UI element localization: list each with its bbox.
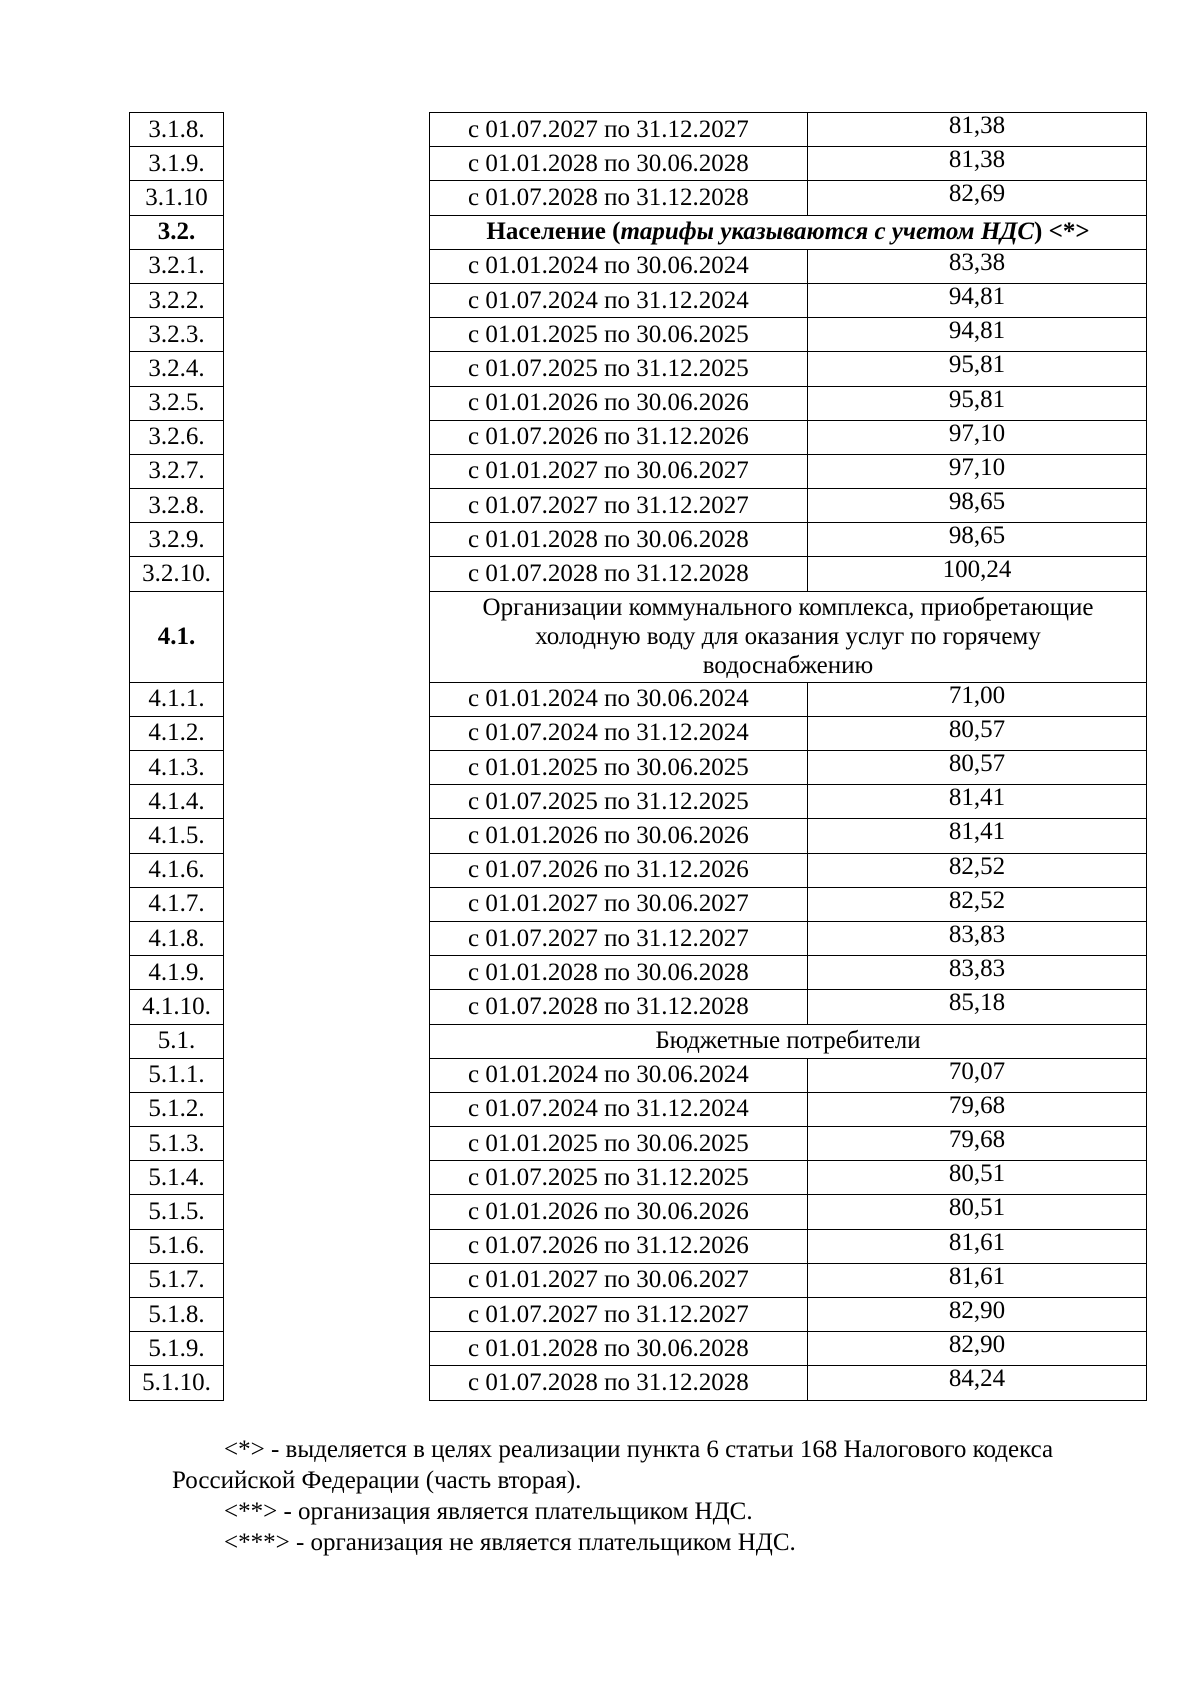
row-number: 5.1.5. (130, 1195, 224, 1229)
row-number: 3.2.4. (130, 352, 224, 386)
period-cell: с 01.01.2028 по 30.06.2028 (430, 956, 808, 990)
period-cell: с 01.01.2026 по 30.06.2026 (430, 386, 808, 420)
tariff-value-cell: 81,38 (808, 113, 1147, 147)
row-number: 5.1. (130, 1024, 224, 1058)
section-title (430, 1024, 1147, 1058)
organization-cell (224, 215, 430, 249)
organization-cell (224, 1058, 430, 1092)
organization-cell (224, 352, 430, 386)
table-row (130, 1195, 1147, 1229)
table-row (130, 557, 1147, 591)
period-cell: с 01.01.2025 по 30.06.2025 (430, 751, 808, 785)
organization-cell (224, 853, 430, 887)
organization-cell (224, 1298, 430, 1332)
period-cell: с 01.01.2024 по 30.06.2024 (430, 1058, 808, 1092)
organization-cell (224, 1127, 430, 1161)
period-cell: с 01.07.2027 по 31.12.2027 (430, 113, 808, 147)
tariff-value-cell: 80,57 (808, 751, 1147, 785)
period-cell: с 01.01.2024 по 30.06.2024 (430, 249, 808, 283)
organization-cell (224, 1332, 430, 1366)
row-number: 3.2. (130, 215, 224, 249)
period-cell: с 01.01.2025 по 30.06.2025 (430, 1127, 808, 1161)
period-cell: с 01.01.2027 по 30.06.2027 (430, 454, 808, 488)
tariff-value-cell: 79,68 (808, 1092, 1147, 1126)
organization-cell (224, 716, 430, 750)
period-cell: с 01.01.2024 по 30.06.2024 (430, 682, 808, 716)
footnote-non-vat-payer: <***> - организация не является плательщиком НДС. (224, 1529, 796, 1556)
section-title-line: холодную воду для оказания услуг по горячему (535, 623, 1041, 651)
table-row (130, 785, 1147, 819)
table-row (130, 1263, 1147, 1297)
table-row (130, 181, 1147, 215)
organization-cell (224, 682, 430, 716)
row-number: 5.1.10. (130, 1366, 224, 1400)
table-row (130, 489, 1147, 523)
tariff-value-cell: 82,90 (808, 1298, 1147, 1332)
period-cell: с 01.07.2028 по 31.12.2028 (430, 990, 808, 1024)
period-cell: с 01.01.2028 по 30.06.2028 (430, 523, 808, 557)
tariff-value-cell: 82,90 (808, 1332, 1147, 1366)
organization-cell (224, 1195, 430, 1229)
table-row (130, 147, 1147, 181)
row-number: 3.2.3. (130, 318, 224, 352)
row-number: 4.1. (130, 591, 224, 682)
period-cell: с 01.07.2026 по 31.12.2026 (430, 853, 808, 887)
tariff-value-cell: 100,24 (808, 557, 1147, 591)
section-row (130, 591, 1147, 682)
row-number: 4.1.7. (130, 887, 224, 921)
table-row (130, 1058, 1147, 1092)
period-cell: с 01.01.2026 по 30.06.2026 (430, 819, 808, 853)
table-row (130, 990, 1147, 1024)
table-row (130, 1332, 1147, 1366)
organization-cell (224, 557, 430, 591)
period-cell: с 01.07.2026 по 31.12.2026 (430, 420, 808, 454)
period-cell: с 01.07.2028 по 31.12.2028 (430, 1366, 808, 1400)
organization-cell (224, 1229, 430, 1263)
table-row (130, 921, 1147, 955)
row-number: 3.1.10 (130, 181, 224, 215)
tariff-value-cell: 83,83 (808, 956, 1147, 990)
organization-cell (224, 785, 430, 819)
organization-cell (224, 956, 430, 990)
period-cell: с 01.01.2025 по 30.06.2025 (430, 318, 808, 352)
section-title (430, 215, 1147, 249)
row-number: 3.2.7. (130, 454, 224, 488)
tariff-value-cell: 81,61 (808, 1229, 1147, 1263)
table-row (130, 318, 1147, 352)
tariff-value-cell: 94,81 (808, 318, 1147, 352)
table-row (130, 1229, 1147, 1263)
row-number: 4.1.8. (130, 921, 224, 955)
organization-cell (224, 318, 430, 352)
tariff-value-cell: 81,38 (808, 147, 1147, 181)
organization-cell (224, 1092, 430, 1126)
organization-cell (224, 523, 430, 557)
organization-cell (224, 454, 430, 488)
row-number: 4.1.5. (130, 819, 224, 853)
organization-cell (224, 921, 430, 955)
footnote-vat-line-1: <*> - выделяется в целях реализации пункта 6 статьи 168 Налогового кодекса (224, 1436, 1054, 1463)
period-cell: с 01.01.2026 по 30.06.2026 (430, 1195, 808, 1229)
table-row (130, 386, 1147, 420)
row-number: 3.2.9. (130, 523, 224, 557)
organization-cell (224, 819, 430, 853)
section-title-text: ) <*> (1034, 218, 1090, 246)
organization-cell (224, 489, 430, 523)
tariff-value-cell: 83,83 (808, 921, 1147, 955)
row-number: 5.1.8. (130, 1298, 224, 1332)
section-title-line: Бюджетные потребители (655, 1027, 921, 1055)
table-row (130, 1298, 1147, 1332)
table-row (130, 1127, 1147, 1161)
tariff-value-cell: 85,18 (808, 990, 1147, 1024)
tariff-value-cell: 97,10 (808, 420, 1147, 454)
footnotes (172, 1434, 1132, 1558)
row-number: 4.1.6. (130, 853, 224, 887)
period-cell: с 01.07.2027 по 31.12.2027 (430, 1298, 808, 1332)
section-title-italic-text: тарифы указываются с учетом НДС (620, 218, 1035, 246)
organization-cell (224, 1263, 430, 1297)
organization-cell (224, 147, 430, 181)
tariff-value-cell: 81,61 (808, 1263, 1147, 1297)
period-cell: с 01.07.2024 по 31.12.2024 (430, 283, 808, 317)
section-title-line: Организации коммунального комплекса, приобретающие (482, 594, 1094, 622)
period-cell: с 01.07.2025 по 31.12.2025 (430, 352, 808, 386)
row-number: 5.1.1. (130, 1058, 224, 1092)
organization-cell (224, 386, 430, 420)
organization-cell (224, 113, 430, 147)
row-number: 5.1.4. (130, 1161, 224, 1195)
row-number: 5.1.9. (130, 1332, 224, 1366)
table-row (130, 454, 1147, 488)
period-cell: с 01.01.2027 по 30.06.2027 (430, 887, 808, 921)
organization-cell (224, 887, 430, 921)
row-number: 5.1.2. (130, 1092, 224, 1126)
row-number: 3.1.8. (130, 113, 224, 147)
row-number: 4.1.2. (130, 716, 224, 750)
tariff-value-cell: 70,07 (808, 1058, 1147, 1092)
section-title-line: водоснабжению (702, 652, 874, 680)
row-number: 3.2.10. (130, 557, 224, 591)
table-row (130, 716, 1147, 750)
tariff-value-cell: 71,00 (808, 682, 1147, 716)
section-title-text: Население ( (486, 218, 621, 246)
table-row (130, 113, 1147, 147)
period-cell: с 01.01.2028 по 30.06.2028 (430, 1332, 808, 1366)
table-row (130, 420, 1147, 454)
row-number: 4.1.4. (130, 785, 224, 819)
row-number: 5.1.6. (130, 1229, 224, 1263)
period-cell: с 01.07.2025 по 31.12.2025 (430, 785, 808, 819)
tariff-value-cell: 79,68 (808, 1127, 1147, 1161)
table-row (130, 352, 1147, 386)
tariff-value-cell: 82,69 (808, 181, 1147, 215)
tariff-value-cell: 98,65 (808, 489, 1147, 523)
period-cell: с 01.01.2028 по 30.06.2028 (430, 147, 808, 181)
organization-cell (224, 181, 430, 215)
row-number: 3.2.2. (130, 283, 224, 317)
tariff-value-cell: 82,52 (808, 887, 1147, 921)
table-row (130, 1366, 1147, 1400)
row-number: 3.2.5. (130, 386, 224, 420)
row-number: 4.1.1. (130, 682, 224, 716)
row-number: 3.1.9. (130, 147, 224, 181)
row-number: 5.1.3. (130, 1127, 224, 1161)
tariff-value-cell: 82,52 (808, 853, 1147, 887)
organization-cell (224, 283, 430, 317)
row-number: 3.2.6. (130, 420, 224, 454)
section-title (430, 591, 1147, 682)
period-cell: с 01.07.2024 по 31.12.2024 (430, 716, 808, 750)
tariff-table-body (130, 113, 1147, 1401)
table-row (130, 523, 1147, 557)
tariff-table (129, 112, 1147, 1401)
tariff-value-cell: 95,81 (808, 352, 1147, 386)
tariff-value-cell: 83,38 (808, 249, 1147, 283)
period-cell: с 01.07.2028 по 31.12.2028 (430, 557, 808, 591)
row-number: 3.2.1. (130, 249, 224, 283)
organization-cell (224, 420, 430, 454)
footnote-vat-line-2: Российской Федерации (часть вторая). (172, 1467, 582, 1494)
organization-cell (224, 591, 430, 682)
row-number: 4.1.9. (130, 956, 224, 990)
organization-cell (224, 1366, 430, 1400)
row-number: 4.1.10. (130, 990, 224, 1024)
organization-cell (224, 1161, 430, 1195)
period-cell: с 01.07.2025 по 31.12.2025 (430, 1161, 808, 1195)
table-row (130, 1161, 1147, 1195)
table-row (130, 1092, 1147, 1126)
row-number: 3.2.8. (130, 489, 224, 523)
section-row (130, 1024, 1147, 1058)
tariff-value-cell: 80,57 (808, 716, 1147, 750)
table-row (130, 283, 1147, 317)
tariff-value-cell: 94,81 (808, 283, 1147, 317)
organization-cell (224, 751, 430, 785)
row-number: 5.1.7. (130, 1263, 224, 1297)
tariff-value-cell: 81,41 (808, 785, 1147, 819)
footnote-vat-payer: <**> - организация является плательщиком НДС. (224, 1498, 753, 1525)
period-cell: с 01.07.2027 по 31.12.2027 (430, 489, 808, 523)
table-row (130, 819, 1147, 853)
organization-cell (224, 990, 430, 1024)
table-row (130, 249, 1147, 283)
table-row (130, 853, 1147, 887)
tariff-value-cell: 98,65 (808, 523, 1147, 557)
period-cell: с 01.07.2024 по 31.12.2024 (430, 1092, 808, 1126)
organization-cell (224, 1024, 430, 1058)
tariff-value-cell: 97,10 (808, 454, 1147, 488)
tariff-value-cell: 80,51 (808, 1161, 1147, 1195)
tariff-value-cell: 81,41 (808, 819, 1147, 853)
period-cell: с 01.07.2028 по 31.12.2028 (430, 181, 808, 215)
period-cell: с 01.07.2026 по 31.12.2026 (430, 1229, 808, 1263)
period-cell: с 01.01.2027 по 30.06.2027 (430, 1263, 808, 1297)
tariff-value-cell: 84,24 (808, 1366, 1147, 1400)
section-row (130, 215, 1147, 249)
table-row (130, 682, 1147, 716)
organization-cell (224, 249, 430, 283)
period-cell: с 01.07.2027 по 31.12.2027 (430, 921, 808, 955)
table-row (130, 887, 1147, 921)
tariff-value-cell: 80,51 (808, 1195, 1147, 1229)
tariff-value-cell: 95,81 (808, 386, 1147, 420)
row-number: 4.1.3. (130, 751, 224, 785)
table-row (130, 751, 1147, 785)
table-row (130, 956, 1147, 990)
